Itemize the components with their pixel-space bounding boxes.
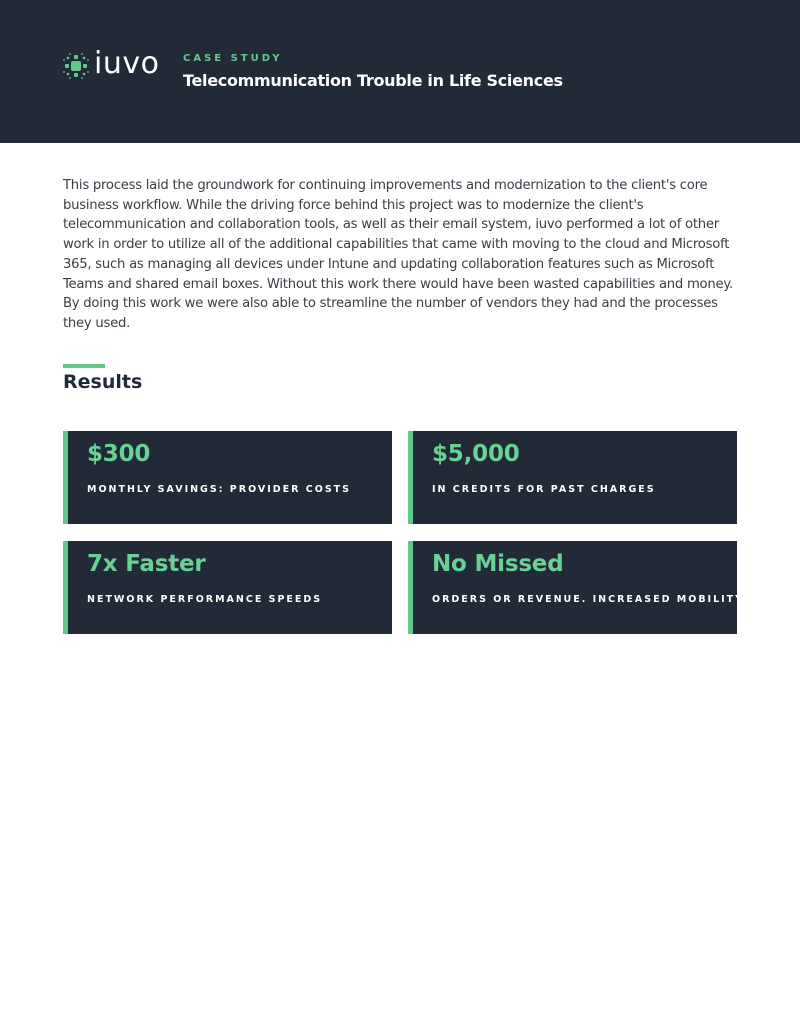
stat-label: IN CREDITS FOR PAST CHARGES [432, 484, 656, 495]
stat-value: $5,000 [432, 441, 520, 467]
logo-mark-icon [62, 52, 90, 80]
document-title: Telecommunication Trouble in Life Sciences [183, 71, 563, 90]
stat-value: 7x Faster [87, 551, 206, 577]
section-accent-bar [63, 364, 105, 368]
results-heading: Results [63, 371, 143, 393]
eyebrow-label: CASE STUDY [183, 53, 283, 64]
stat-label: ORDERS OR REVENUE. INCREASED MOBILITY [432, 594, 745, 605]
stat-card-monthly-savings [63, 431, 392, 524]
stat-card-no-missed [408, 541, 745, 634]
logo-wordmark: iuvo [94, 46, 160, 81]
stat-value: No Missed [432, 551, 564, 577]
stat-label: MONTHLY SAVINGS: PROVIDER COSTS [87, 484, 352, 495]
stat-label: NETWORK PERFORMANCE SPEEDS [87, 594, 323, 605]
stat-value: $300 [87, 441, 151, 467]
stat-card-network-speed [63, 541, 392, 634]
stat-card-credits [408, 431, 737, 524]
body-paragraph: This process laid the groundwork for continuing improvements and modernization to the client's core business workflow. While the driving force behind this project was to modernize the client's telecommunication and collaboration tools, as well as their email system, iuvo performed a lot of other work in order to utilize all of the additional capabilities that came with moving to the cloud and Microsoft 365, such as managing all devices under Intune and updating collaboration features such as Microsoft Teams and shared email boxes. Without this work there would have been wasted capabilities and money. By doing this work we were also able to streamline the number of vendors they had and the processes they used. [63, 178, 733, 331]
header-banner [0, 0, 800, 143]
brand-logo [62, 46, 160, 81]
